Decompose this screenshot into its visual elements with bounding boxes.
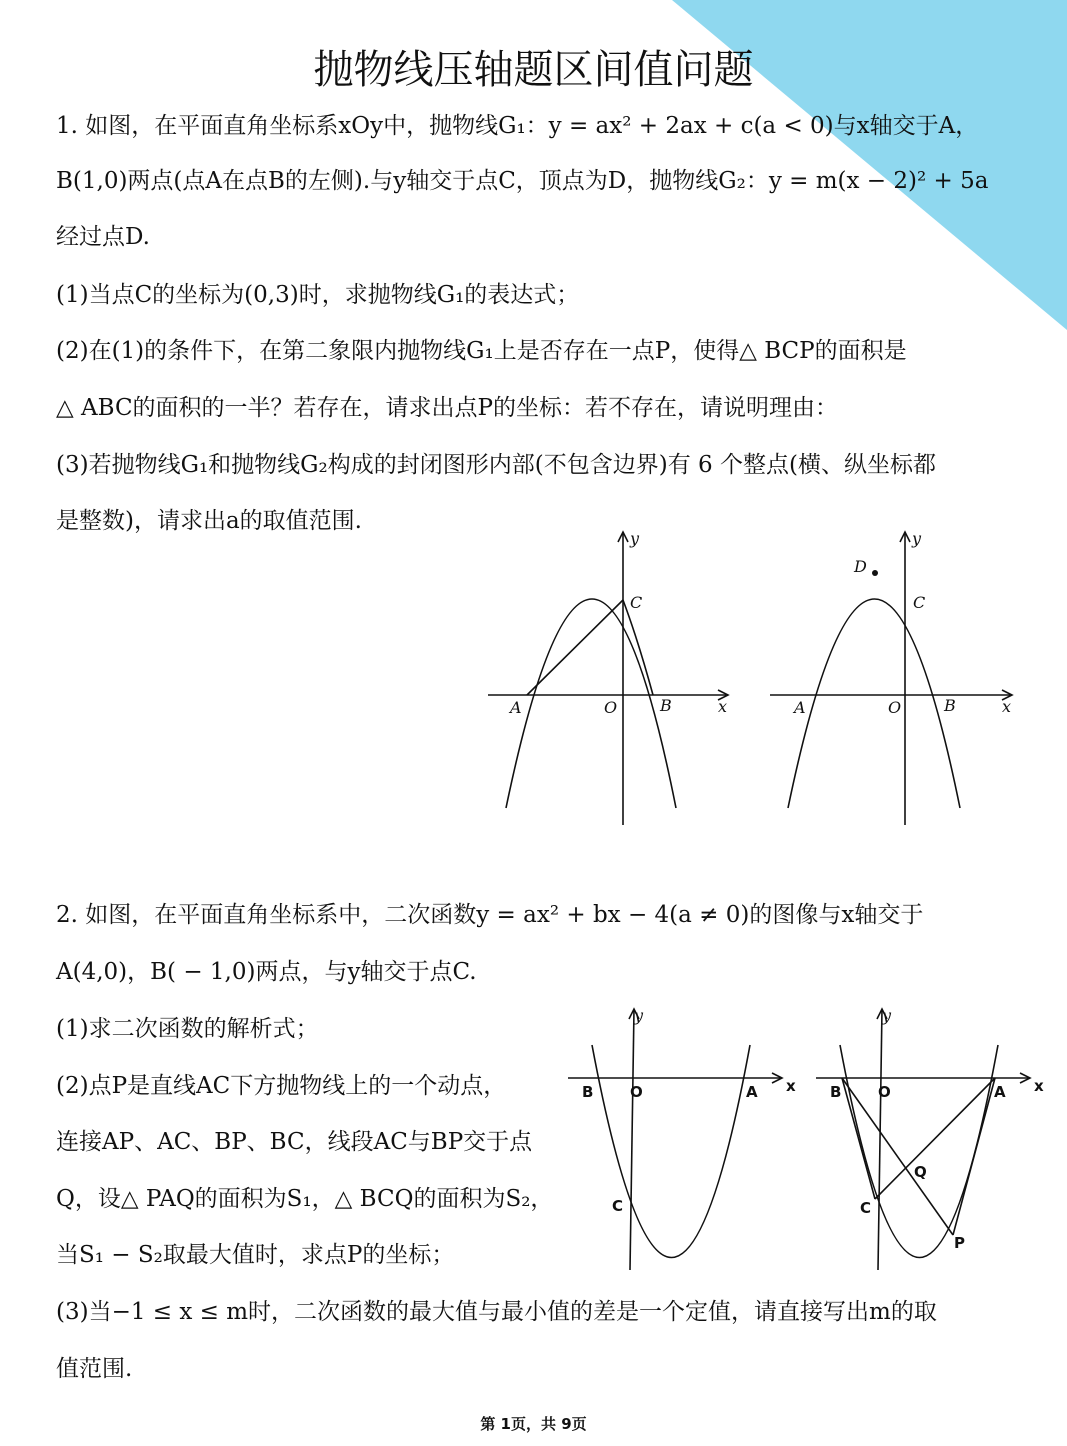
problem1-line: (1)当点C的坐标为(0,3)时，求抛物线G₁的表达式； bbox=[56, 282, 580, 308]
label-b: B bbox=[660, 696, 672, 715]
segment-bc bbox=[623, 600, 653, 695]
label-c: C bbox=[612, 1197, 624, 1215]
parabola-g1 bbox=[506, 599, 676, 808]
problem1-line: 是整数)，请求出a的取值范围. bbox=[56, 508, 362, 534]
problem1-line: 1. 如图，在平面直角坐标系xOy中，抛物线G₁：y = ax² + 2ax + c(a < 0)与x轴交于A， bbox=[56, 113, 979, 139]
label-y: y bbox=[634, 1006, 644, 1025]
figure4 bbox=[812, 1005, 1052, 1275]
label-c: C bbox=[630, 593, 643, 612]
label-o: O bbox=[878, 1083, 891, 1101]
label-x: x bbox=[718, 697, 728, 716]
problem2-line: 当S₁ − S₂取最大值时，求点P的坐标； bbox=[56, 1242, 455, 1268]
label-o: O bbox=[630, 1083, 643, 1101]
label-x: x bbox=[786, 1077, 796, 1095]
label-q: Q bbox=[914, 1163, 927, 1181]
problem1-line: B(1,0)两点(点A在点B的左侧).与y轴交于点C，顶点为D，抛物线G₂：y = m(x − 2)² + 5a bbox=[56, 168, 989, 194]
y-axis bbox=[878, 1009, 882, 1270]
parabola bbox=[592, 1045, 750, 1258]
problem2-line: (3)当−1 ≤ x ≤ m时，二次函数的最大值与最小值的差是一个定值，请直接写出m的取 bbox=[56, 1299, 937, 1325]
label-p: P bbox=[954, 1234, 965, 1252]
label-b: B bbox=[582, 1083, 594, 1101]
label-d: D bbox=[854, 557, 867, 576]
label-o: O bbox=[604, 698, 618, 717]
problem2-line: 2. 如图，在平面直角坐标系中，二次函数y = ax² + bx − 4(a ≠ 0)的图像与x轴交于 bbox=[56, 902, 924, 928]
label-x: x bbox=[1002, 697, 1012, 716]
segment-ac bbox=[527, 600, 623, 695]
label-a: A bbox=[794, 698, 806, 717]
figure2 bbox=[770, 530, 1030, 830]
label-a: A bbox=[994, 1083, 1006, 1101]
figure1 bbox=[488, 530, 743, 830]
label-a: A bbox=[746, 1083, 758, 1101]
problem2-line: (2)点P是直线AC下方抛物线上的一个动点， bbox=[56, 1073, 507, 1099]
problem2-line: (1)求二次函数的解析式； bbox=[56, 1016, 319, 1042]
y-axis bbox=[630, 1009, 634, 1270]
problem2-line: A(4,0)，B( − 1,0)两点，与y轴交于点C. bbox=[56, 959, 477, 985]
label-y: y bbox=[882, 1006, 892, 1025]
problem1-line: (2)在(1)的条件下，在第二象限内抛物线G₁上是否存在一点P，使得△ BCP的面积是 bbox=[56, 338, 907, 364]
parabola bbox=[840, 1045, 998, 1258]
label-b: B bbox=[944, 696, 956, 715]
segment-bc bbox=[842, 1078, 875, 1199]
page-footer: 第 1页，共 9页 bbox=[480, 1415, 587, 1433]
problem1-line: △ ABC的面积的一半？若存在，请求出点P的坐标：若不存在，请说明理由： bbox=[56, 395, 839, 421]
label-c: C bbox=[913, 593, 926, 612]
label-y: y bbox=[630, 530, 640, 548]
problem1-line: 经过点D. bbox=[56, 224, 150, 250]
segment-bp bbox=[842, 1078, 953, 1235]
label-y: y bbox=[912, 530, 922, 548]
figure3 bbox=[564, 1005, 804, 1275]
vertex-d-dot bbox=[872, 570, 878, 576]
label-c: C bbox=[860, 1199, 872, 1217]
label-a: A bbox=[510, 698, 522, 717]
problem1-line: (3)若抛物线G₁和抛物线G₂构成的封闭图形内部(不包含边界)有 6 个整点(横、纵坐标都 bbox=[56, 452, 936, 478]
label-x: x bbox=[1034, 1077, 1044, 1095]
label-b: B bbox=[830, 1083, 842, 1101]
problem2-line: Q，设△ PAQ的面积为S₁，△ BCQ的面积为S₂， bbox=[56, 1186, 554, 1212]
label-o: O bbox=[888, 698, 902, 717]
segment-ap bbox=[953, 1078, 995, 1235]
segment-ac bbox=[875, 1078, 995, 1199]
problem2-line: 连接AP、AC、BP、BC，线段AC与BP交于点 bbox=[56, 1129, 533, 1155]
problem2-line: 值范围. bbox=[56, 1356, 133, 1382]
parabola bbox=[788, 599, 960, 808]
page-title: 抛物线压轴题区间值问题 bbox=[313, 47, 754, 93]
